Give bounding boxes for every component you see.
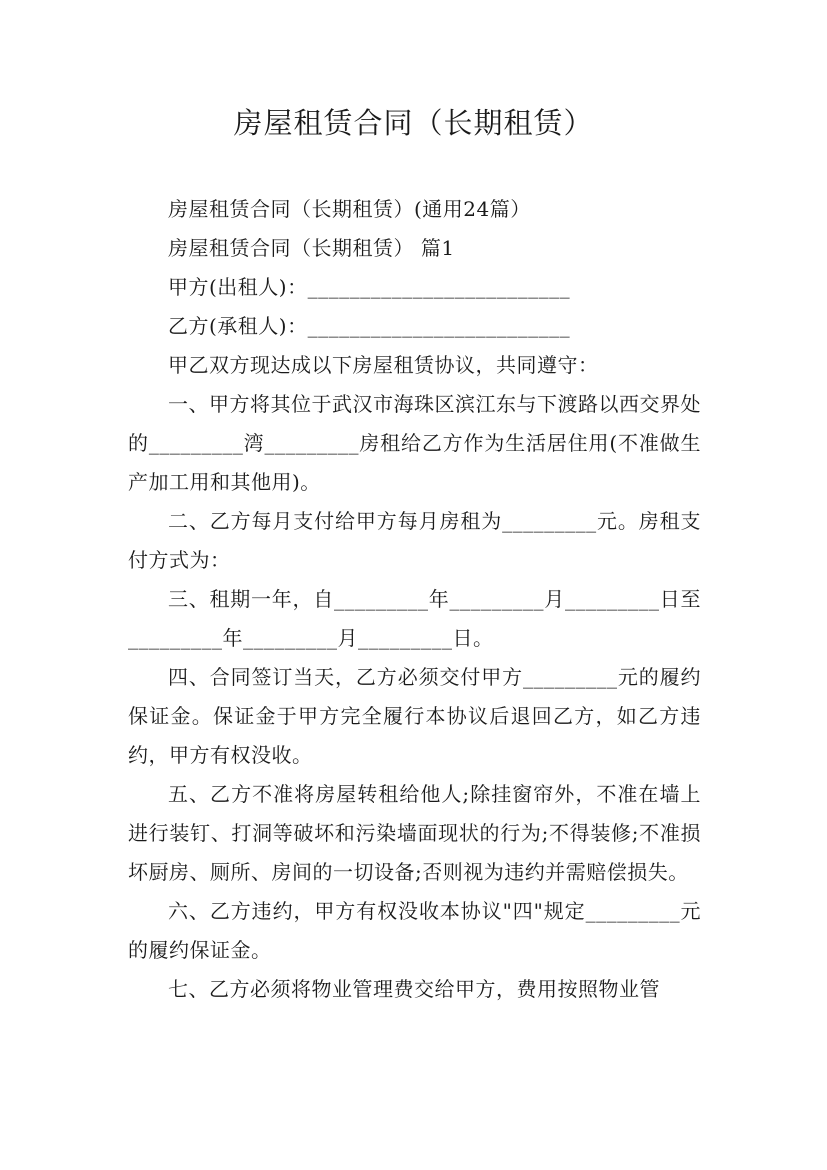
paragraph-party-b: 乙方(承租人)：_________________________ xyxy=(168,314,571,338)
document-body xyxy=(128,190,701,1009)
paragraph-collection-title: 房屋租赁合同（长期租赁）(通用24篇） xyxy=(168,197,531,221)
paragraph-clause-3: 三、租期一年，自_________年_________月_________日至_________年_________月_________日。 xyxy=(128,587,701,650)
paragraph-clause-6: 六、乙方违约，甲方有权没收本协议"四"规定_________元的履约保证金。 xyxy=(128,899,701,962)
document-title: 房屋租赁合同（长期租赁） xyxy=(233,106,594,140)
paragraph-clause-1: 一、甲方将其位于武汉市海珠区滨江东与下渡路以西交界处的_________湾_________房租给乙方作为生活居住用(不准做生产加工用和其他用)。 xyxy=(128,392,701,494)
paragraph-agreement-intro: 甲乙双方现达成以下房屋租赁协议，共同遵守： xyxy=(168,353,599,377)
paragraph-clause-2: 二、乙方每月支付给甲方每月房租为_________元。房租支付方式为： xyxy=(128,509,701,572)
paragraph-clause-7: 七、乙方必须将物业管理费交给甲方，费用按照物业管 xyxy=(168,977,660,1001)
paragraph-party-a: 甲方(出租人)：_________________________ xyxy=(168,275,571,299)
paragraph-clause-5: 五、乙方不准将房屋转租给他人;除挂窗帘外，不准在墙上进行装钉、打洞等破坏和污染墙面现状的行为;不得装修;不准损坏厨房、厕所、房间的一切设备;否则视为违约并需赔偿损失。 xyxy=(128,782,701,884)
paragraph-clause-4: 四、合同签订当天，乙方必须交付甲方_________元的履约保证金。保证金于甲方完全履行本协议后退回乙方，如乙方违约，甲方有权没收。 xyxy=(128,665,701,767)
paragraph-article-heading: 房屋租赁合同（长期租赁） 篇1 xyxy=(168,236,455,260)
